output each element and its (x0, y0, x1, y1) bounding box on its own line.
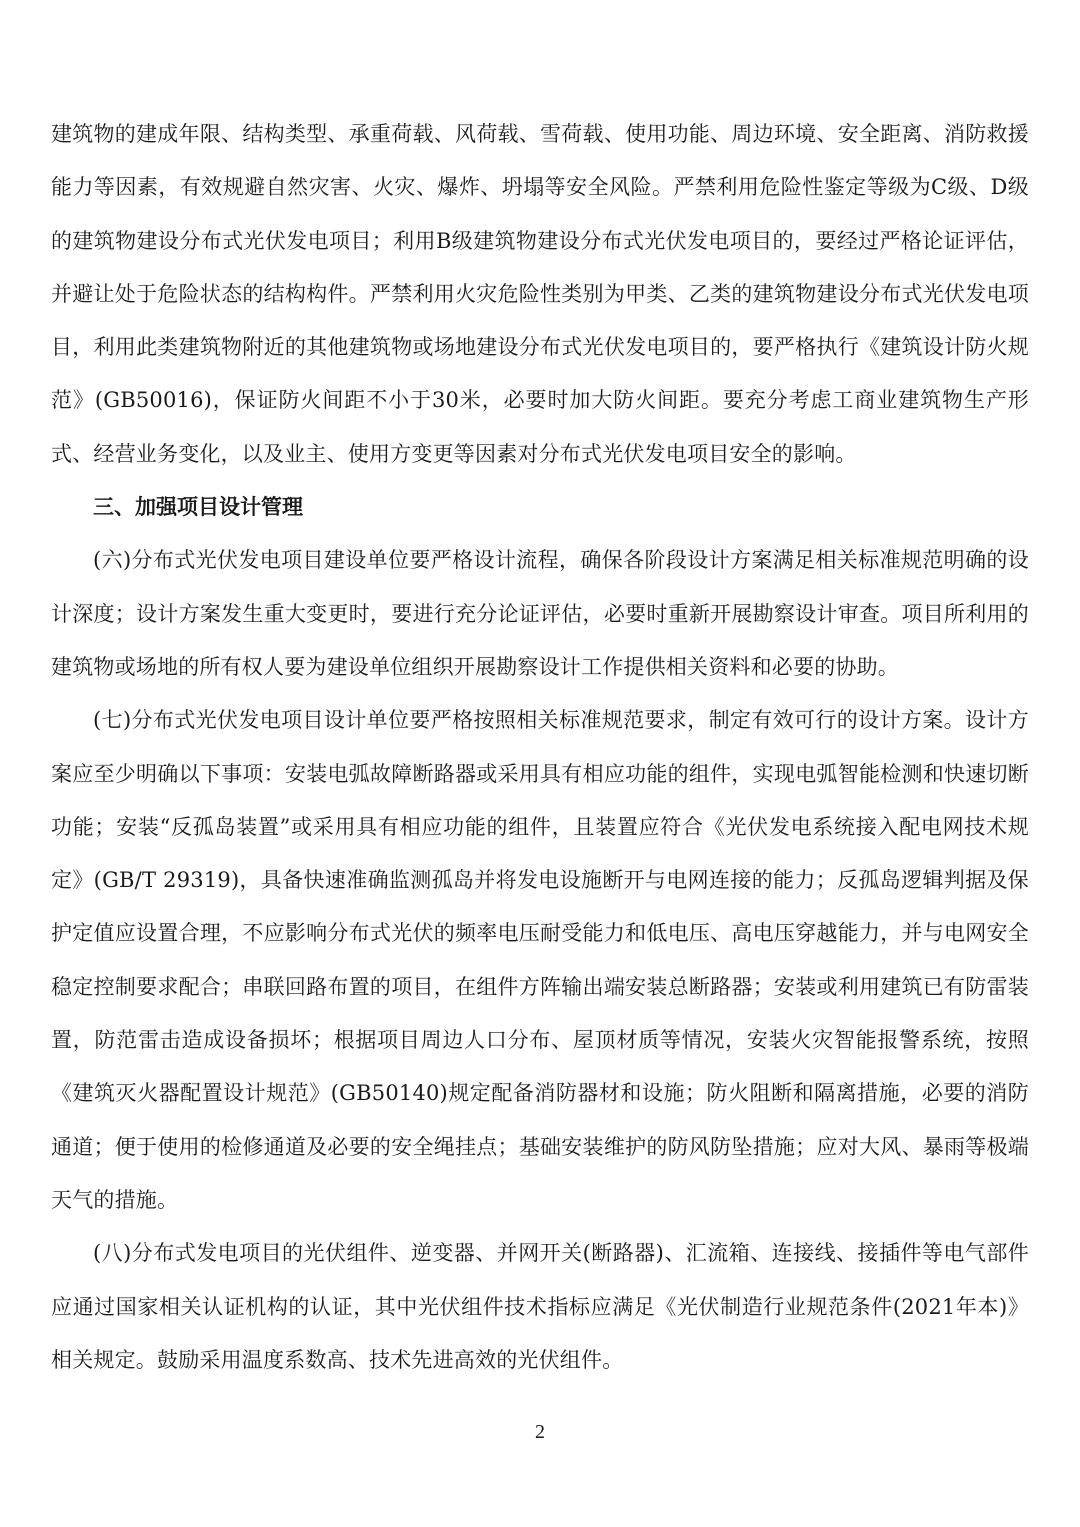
paragraph-item-8: (八)分布式发电项目的光伏组件、逆变器、并网开关(断路器)、汇流箱、连接线、接插件等电气部件应通过国家相关认证机构的认证，其中光伏组件技术指标应满足《光伏制造行业规范条件(2021年本)》相关规定。鼓励采用温度系数高、技术先进高效的光伏组件。 (51, 1241, 1029, 1372)
paragraph-item-6: (六)分布式光伏发电项目建设单位要严格设计流程，确保各阶段设计方案满足相关标准规范明确的设计深度；设计方案发生重大变更时，要进行充分论证评估，必要时重新开展勘察设计审查。项目所利用的建筑物或场地的所有权人要为建设单位组织开展勘察设计工作提供相关资料和必要的协助。 (51, 548, 1029, 679)
document-body (51, 108, 1029, 1387)
paragraph-item-7: (七)分布式光伏发电项目设计单位要严格按照相关标准规范要求，制定有效可行的设计方案。设计方案应至少明确以下事项：安装电弧故障断路器或采用具有相应功能的组件，实现电弧智能检测和快速切断功能；安装“反孤岛装置”或采用具有相应功能的组件，且装置应符合《光伏发电系统接入配电网技术规定》(GB/T 29319)，具备快速准确监测孤岛并将发电设施断开与电网连接的能力；反孤岛逻辑判据及保护定值应设置合理，不应影响分布式光伏的频率电压耐受能力和低电压、高电压穿越能力，并与电网安全稳定控制要求配合；串联回路布置的项目，在组件方阵输出端安装总断路器；安装或利用建筑已有防雷装置，防范雷击造成设备损坏；根据项目周边人口分布、屋顶材质等情况，安装火灾智能报警系统，按照《建筑灭火器配置设计规范》(GB50140)规定配备消防器材和设施；防火阻断和隔离措施，必要的消防通道；便于使用的检修通道及必要的安全绳挂点；基础安装维护的防风防坠措施；应对大风、暴雨等极端天气的措施。 (51, 708, 1029, 1212)
page-number: 2 (535, 1421, 545, 1443)
paragraph-continuation: 建筑物的建成年限、结构类型、承重荷载、风荷载、雪荷载、使用功能、周边环境、安全距离、消防救援能力等因素，有效规避自然灾害、火灾、爆炸、坍塌等安全风险。严禁利用危险性鉴定等级为C级、D级的建筑物建设分布式光伏发电项目；利用B级建筑物建设分布式光伏发电项目的，要经过严格论证评估，并避让处于危险状态的结构构件。严禁利用火灾危险性类别为甲类、乙类的建筑物建设分布式光伏发电项目，利用此类建筑物附近的其他建筑物或场地建设分布式光伏发电项目的，要严格执行《建筑设计防火规范》(GB50016)，保证防火间距不小于30米，必要时加大防火间距。要充分考虑工商业建筑物生产形式、经营业务变化，以及业主、使用方变更等因素对分布式光伏发电项目安全的影响。 (51, 122, 1029, 466)
section-heading: 三、加强项目设计管理 (93, 495, 303, 520)
